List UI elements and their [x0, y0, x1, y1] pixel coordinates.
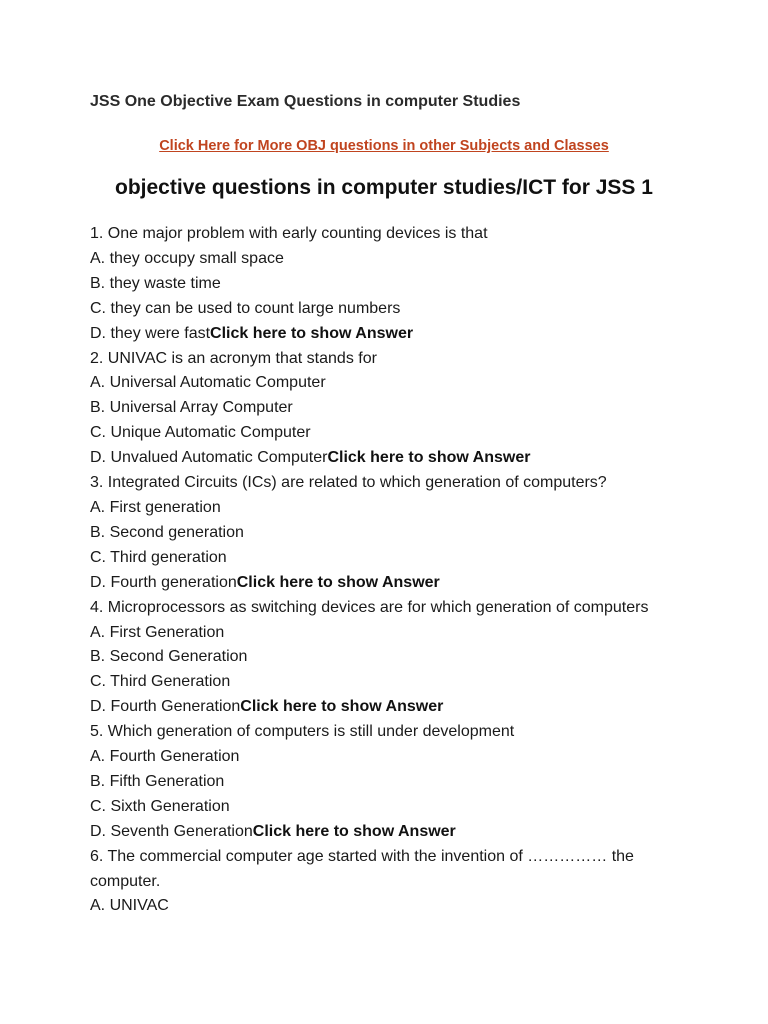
option-6a: A. UNIVAC [90, 897, 169, 915]
option-1b: B. they waste time [90, 274, 221, 292]
option-2a: A. Universal Automatic Computer [90, 374, 326, 392]
option-3d: D. Fourth generation [90, 573, 237, 591]
option-4d: D. Fourth Generation [90, 698, 241, 716]
show-answer-button-5[interactable]: Click here to show Answer [252, 822, 456, 840]
show-answer-button-1[interactable]: Click here to show Answer [210, 324, 414, 342]
show-answer-button-4[interactable]: Click here to show Answer [240, 698, 444, 716]
question-4: 4. Microprocessors as switching devices are for which generation of computers [90, 598, 649, 616]
option-2b: B. Universal Array Computer [90, 399, 293, 417]
option-5d-row [90, 820, 690, 845]
option-3a: A. First generation [90, 498, 221, 516]
option-1a: A. they occupy small space [90, 249, 284, 267]
show-answer-button-3[interactable]: Click here to show Answer [236, 573, 440, 591]
question-1: 1. One major problem with early counting devices is that [90, 225, 488, 242]
option-3d-row [90, 571, 690, 596]
option-2c: C. Unique Automatic Computer [90, 424, 311, 442]
option-2d: D. Unvalued Automatic Computer [90, 449, 328, 467]
question-list [90, 222, 690, 919]
option-1d-row [90, 322, 690, 347]
question-5: 5. Which generation of computers is still under development [90, 723, 515, 741]
more-questions-link[interactable]: Click Here for More OBJ questions in other Subjects and Classes [159, 138, 609, 154]
document-title: JSS One Objective Exam Questions in computer Studies [90, 93, 521, 110]
show-answer-button-2[interactable]: Click here to show Answer [327, 449, 531, 467]
option-4a: A. First Generation [90, 623, 225, 641]
option-5d: D. Seventh Generation [90, 822, 253, 840]
question-2: 2. UNIVAC is an acronym that stands for [90, 349, 377, 367]
option-3b: B. Second generation [90, 523, 244, 541]
option-2d-row [90, 446, 690, 471]
option-4c: C. Third Generation [90, 673, 231, 691]
option-5c: C. Sixth Generation [90, 797, 230, 815]
option-4b: B. Second Generation [90, 648, 248, 666]
option-5a: A. Fourth Generation [90, 748, 240, 766]
question-6: 6. The commercial computer age started with the invention of …………… the computer. [90, 847, 634, 890]
option-5b: B. Fifth Generation [90, 772, 225, 790]
option-1d: D. they were fast [90, 324, 211, 342]
question-3: 3. Integrated Circuits (ICs) are related to which generation of computers? [90, 474, 607, 492]
option-1c: C. they can be used to count large numbers [90, 299, 401, 317]
option-3c: C. Third generation [90, 548, 227, 566]
main-heading: objective questions in computer studies/ICT for JSS 1 [115, 176, 653, 199]
option-4d-row [90, 695, 690, 720]
